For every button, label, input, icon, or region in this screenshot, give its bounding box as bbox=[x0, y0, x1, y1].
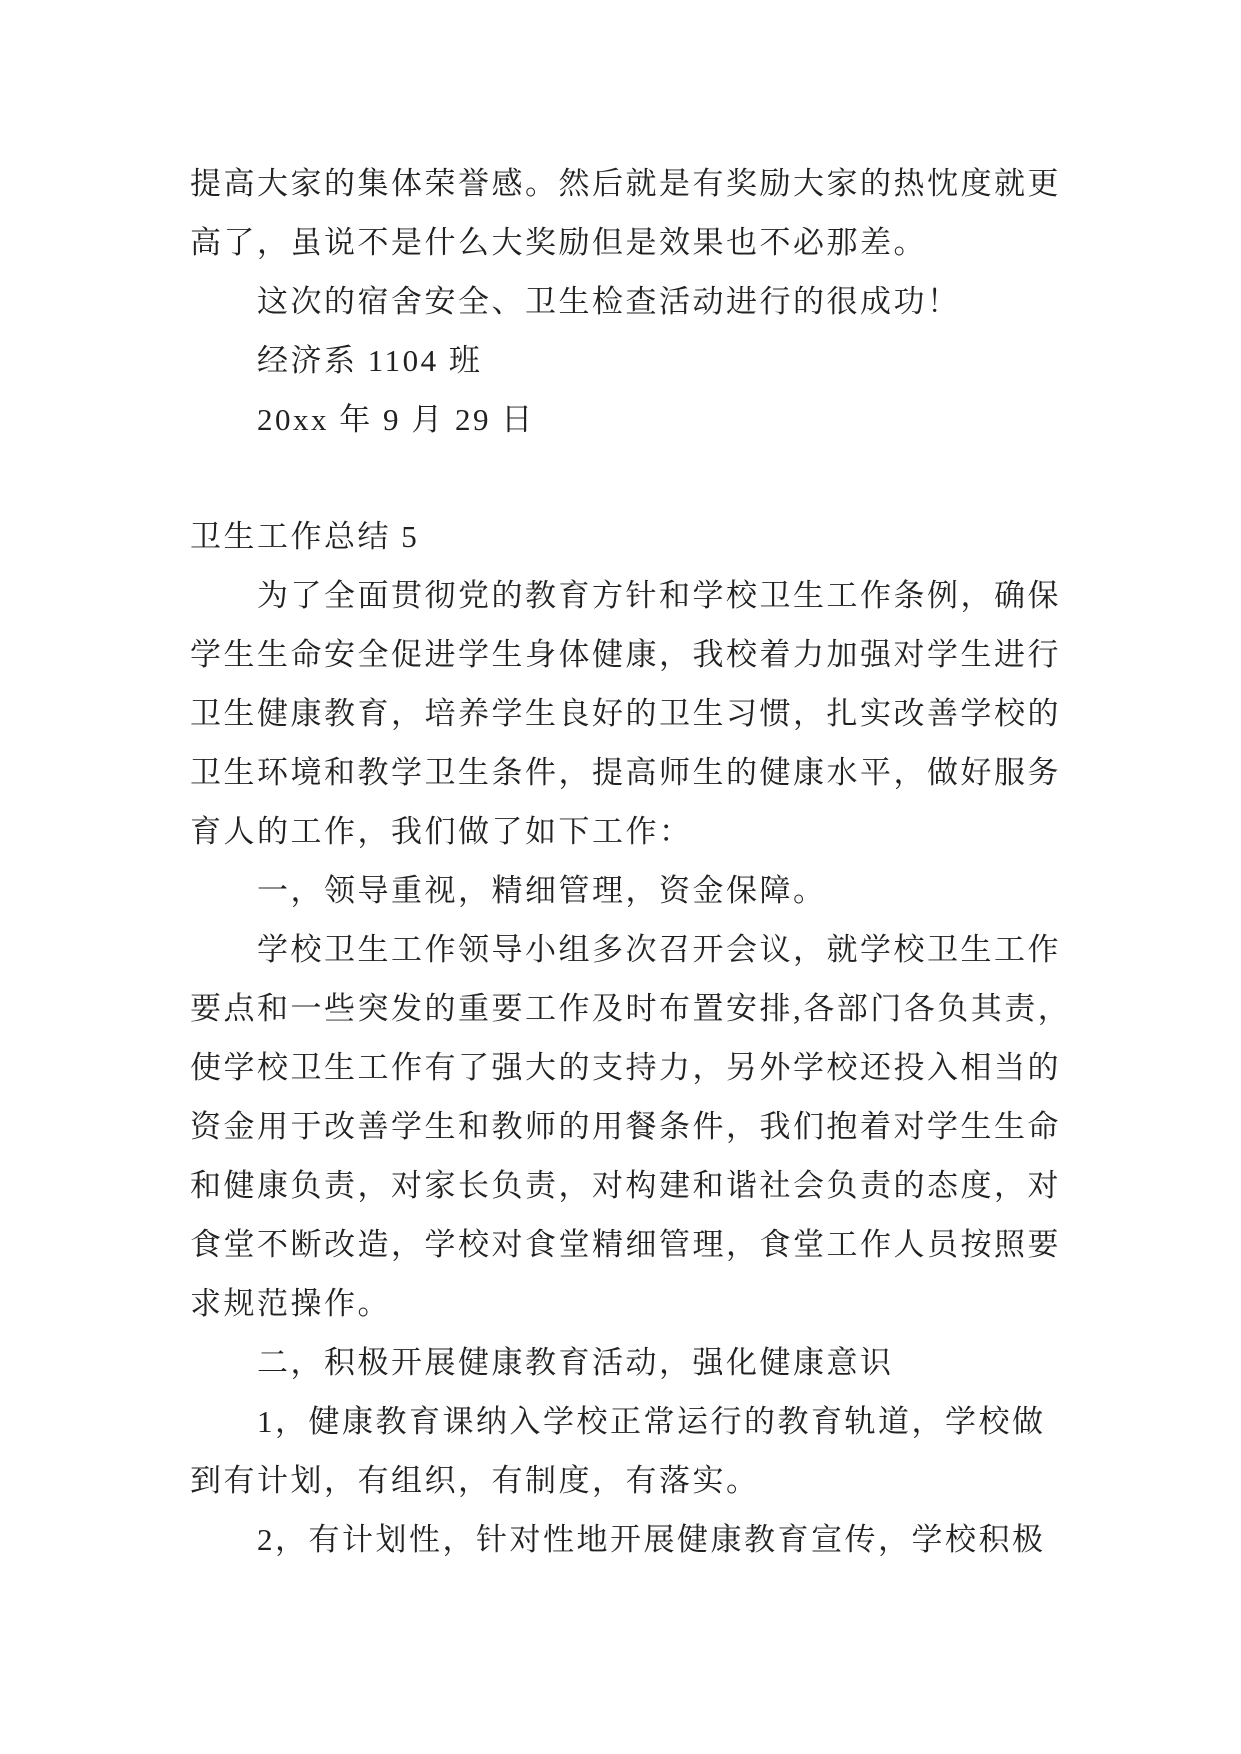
text-line: 要点和一些突发的重要工作及时布置安排,各部门各负其责， bbox=[190, 991, 1072, 1026]
text-line: 经济系 1104 班 bbox=[257, 343, 483, 378]
section-heading: 卫生工作总结 5 bbox=[190, 519, 420, 554]
text-line: 二，积极开展健康教育活动，强化健康意识 bbox=[257, 1345, 894, 1380]
text-line: 育人的工作，我们做了如下工作： bbox=[190, 814, 693, 849]
text-line: 资金用于改善学生和教师的用餐条件，我们抱着对学生生命 bbox=[190, 1109, 1061, 1144]
text-line: 这次的宿舍安全、卫生检查活动进行的很成功！ bbox=[257, 284, 961, 319]
text-line: 1，健康教育课纳入学校正常运行的教育轨道，学校做 bbox=[257, 1404, 1046, 1439]
text-line: 卫生健康教育，培养学生良好的卫生习惯，扎实改善学校的 bbox=[190, 696, 1061, 731]
text-line: 一，领导重视，精细管理，资金保障。 bbox=[257, 873, 827, 908]
text-line: 提高大家的集体荣誉感。然后就是有奖励大家的热忱度就更 bbox=[190, 166, 1061, 201]
text-line: 到有计划，有组织，有制度，有落实。 bbox=[190, 1463, 760, 1498]
text-line: 和健康负责，对家长负责，对构建和谐社会负责的态度，对 bbox=[190, 1168, 1061, 1203]
text-line: 2，有计划性，针对性地开展健康教育宣传，学校积极 bbox=[257, 1522, 1046, 1557]
text-line: 求规范操作。 bbox=[190, 1286, 391, 1321]
text-line: 学校卫生工作领导小组多次召开会议，就学校卫生工作 bbox=[257, 932, 1061, 967]
text-line: 为了全面贯彻党的教育方针和学校卫生工作条例，确保 bbox=[257, 578, 1061, 613]
text-line: 卫生环境和教学卫生条件，提高师生的健康水平，做好服务 bbox=[190, 755, 1061, 790]
document-body bbox=[190, 154, 1081, 1569]
text-line: 高了，虽说不是什么大奖励但是效果也不必那差。 bbox=[190, 225, 927, 260]
text-line: 20xx 年 9 月 29 日 bbox=[257, 402, 535, 437]
text-line: 学生生命安全促进学生身体健康，我校着力加强对学生进行 bbox=[190, 637, 1061, 672]
text-line: 食堂不断改造，学校对食堂精细管理，食堂工作人员按照要 bbox=[190, 1227, 1061, 1262]
text-line: 使学校卫生工作有了强大的支持力，另外学校还投入相当的 bbox=[190, 1050, 1061, 1085]
